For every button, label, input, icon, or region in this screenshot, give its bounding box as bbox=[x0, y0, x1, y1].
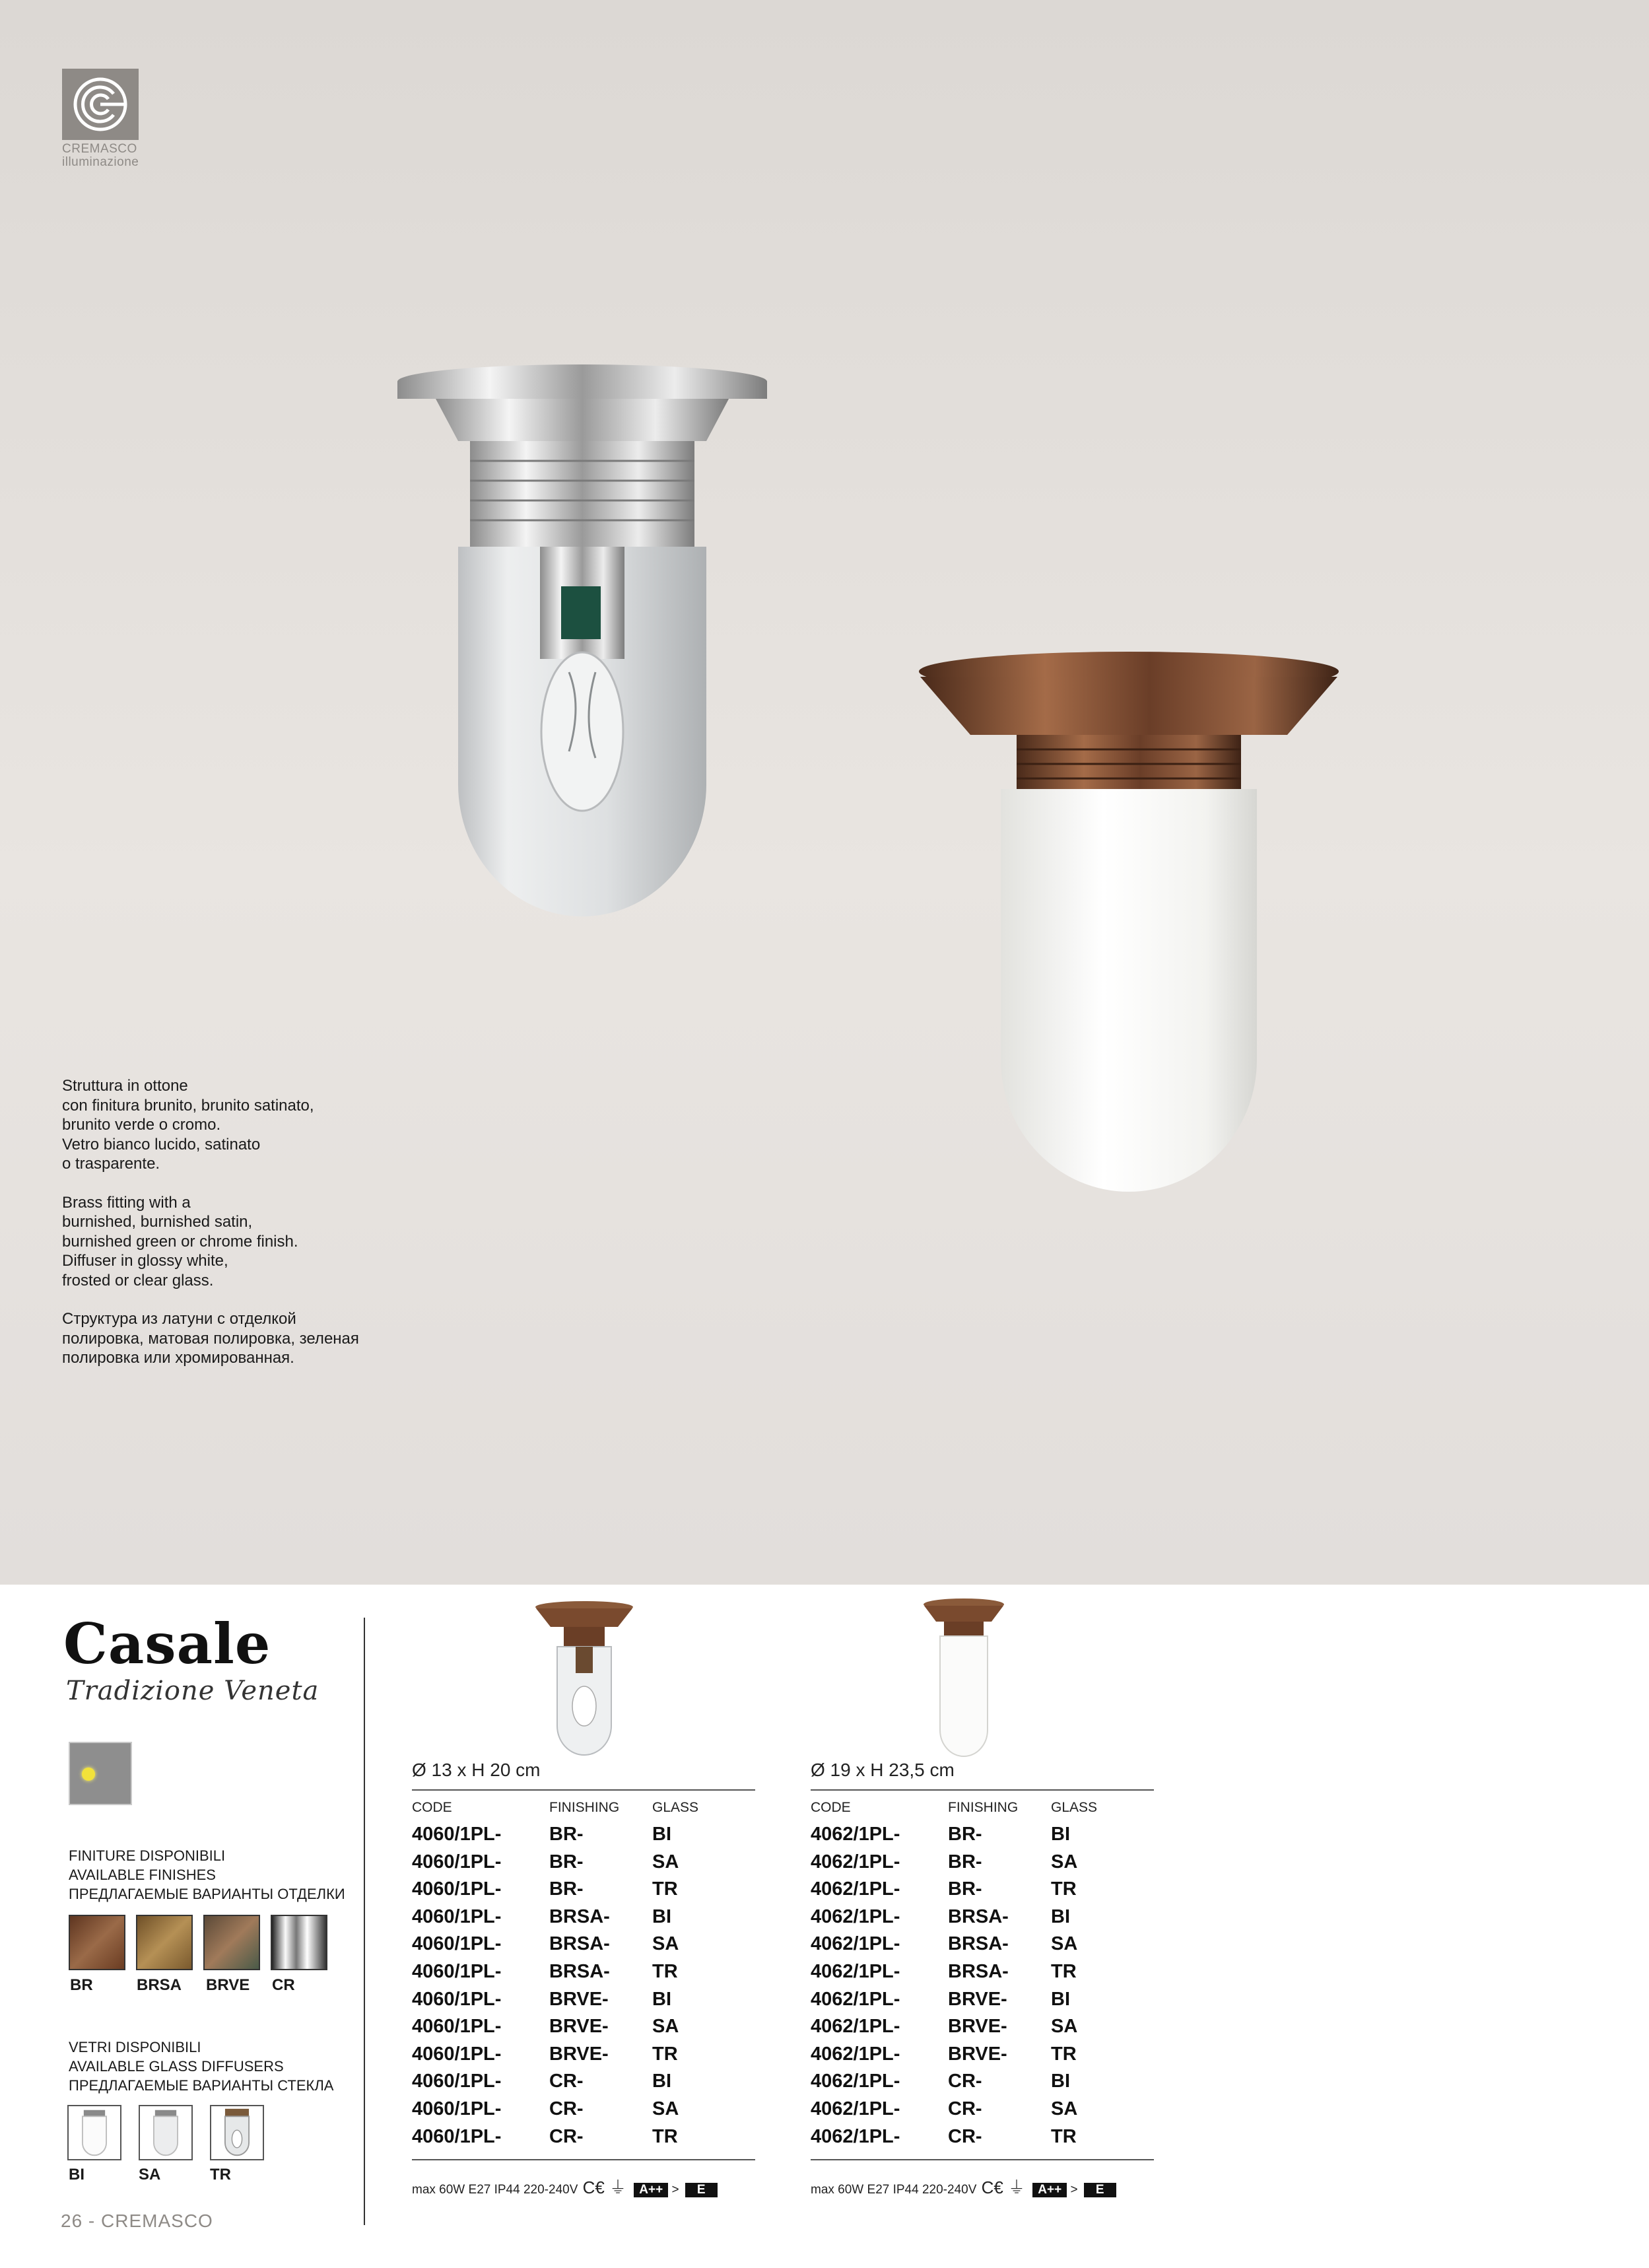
table-cell-finishing: CR- bbox=[549, 2071, 584, 2092]
table-cell-glass: SA bbox=[652, 2098, 679, 2119]
light-dot-icon bbox=[82, 1768, 95, 1781]
description-it: Struttura in ottone con finitura brunito, brunito satinato, brunito verde o cromo. Vetro bianco lucido, satinato o trasparente. bbox=[62, 1077, 314, 1173]
table-cell-glass: TR bbox=[652, 1961, 678, 1982]
spec-text: max 60W E27 IP44 220-240V bbox=[412, 2183, 578, 2197]
swatch-label-cr: CR bbox=[272, 1976, 295, 1994]
table-cell-code: 4060/1PL- bbox=[412, 1933, 502, 1955]
table-cell-code: 4062/1PL- bbox=[811, 1988, 900, 2010]
table-cell-finishing: BRVE- bbox=[948, 1988, 1007, 2010]
table-cell-finishing: BR- bbox=[948, 1824, 982, 1845]
table-cell-code: 4060/1PL- bbox=[412, 1824, 502, 1845]
table-cell-finishing: BR- bbox=[549, 1851, 584, 1873]
table-cell-glass: BI bbox=[652, 1988, 671, 2010]
table-cell-code: 4060/1PL- bbox=[412, 1851, 502, 1873]
table-cell-glass: BI bbox=[652, 2071, 671, 2092]
table-cell-finishing: BRVE- bbox=[549, 1988, 609, 2010]
spec-text: max 60W E27 IP44 220-240V bbox=[811, 2183, 977, 2197]
swatch-label-br: BR bbox=[70, 1976, 93, 1994]
table-cell-glass: BI bbox=[1051, 1824, 1070, 1845]
col-header-glass: GLASS bbox=[652, 1800, 699, 1815]
swatch-br bbox=[69, 1915, 125, 1970]
col-header-code: CODE bbox=[412, 1800, 452, 1815]
table-rule-top bbox=[811, 1789, 1154, 1791]
table-cell-code: 4062/1PL- bbox=[811, 2071, 900, 2092]
chrome-clear-lamp-image bbox=[396, 362, 768, 948]
spec-line bbox=[811, 2174, 1116, 2199]
table-cell-finishing: BRSA- bbox=[948, 1906, 1009, 1927]
dimensions: Ø 13 x H 20 cm bbox=[412, 1760, 541, 1780]
table-cell-finishing: BR- bbox=[948, 1878, 982, 1900]
description bbox=[62, 1076, 405, 1387]
table-cell-glass: SA bbox=[1051, 2098, 1078, 2119]
table-cell-finishing: BRVE- bbox=[948, 2016, 1007, 2038]
table-cell-code: 4062/1PL- bbox=[811, 2125, 900, 2147]
table-cell-glass: BI bbox=[652, 1906, 671, 1927]
table-cell-finishing: CR- bbox=[948, 2071, 982, 2092]
table-cell-glass: TR bbox=[652, 1878, 678, 1900]
table-cell-glass: SA bbox=[1051, 2016, 1078, 2038]
col-header-glass: GLASS bbox=[1051, 1800, 1098, 1815]
table-cell-finishing: BR- bbox=[948, 1851, 982, 1873]
swatch-cr bbox=[271, 1915, 327, 1970]
col-header-code: CODE bbox=[811, 1800, 851, 1815]
table-cell-code: 4062/1PL- bbox=[811, 1961, 900, 1982]
table-cell-code: 4060/1PL- bbox=[412, 1988, 502, 2010]
bronze-white-lamp-image bbox=[918, 650, 1340, 1196]
table-cell-code: 4060/1PL- bbox=[412, 1906, 502, 1927]
table-cell-finishing: BRSA- bbox=[948, 1961, 1009, 1982]
table-cell-glass: TR bbox=[1051, 2043, 1077, 2065]
swatch-label-brve: BRVE bbox=[206, 1976, 250, 1994]
energy-badge-high: A++ bbox=[634, 2183, 668, 2197]
table-cell-finishing: BR- bbox=[549, 1824, 584, 1845]
table-cell-code: 4060/1PL- bbox=[412, 2016, 502, 2038]
table-cell-code: 4062/1PL- bbox=[811, 2043, 900, 2065]
table-cell-finishing: BRSA- bbox=[549, 1961, 610, 1982]
table-cell-glass: TR bbox=[652, 2043, 678, 2065]
table-cell-glass: SA bbox=[652, 1933, 679, 1955]
table-cell-code: 4062/1PL- bbox=[811, 1851, 900, 1873]
logo-sub: illuminazione bbox=[62, 155, 139, 169]
finishes-title: FINITURE DISPONIBILI AVAILABLE FINISHES ПРЕДЛАГАЕМЫЕ ВАРИАНТЫ ОТДЕЛКИ bbox=[69, 1847, 345, 1902]
energy-badge-low: E bbox=[1084, 2183, 1116, 2197]
glass-bi-icon bbox=[67, 2105, 121, 2160]
table-cell-finishing: BRSA- bbox=[948, 1933, 1009, 1955]
table-cell-finishing: BRVE- bbox=[549, 2016, 609, 2038]
table-cell-finishing: BRVE- bbox=[948, 2043, 1007, 2065]
energy-range-separator: > bbox=[668, 2183, 683, 2197]
table-cell-finishing: CR- bbox=[948, 2098, 982, 2119]
spec-line bbox=[412, 2174, 718, 2199]
table-cell-finishing: BR- bbox=[549, 1878, 584, 1900]
description-ru: Структура из латуни с отделкой полировка, матовая полировка, зеленая полировка или хромированная. bbox=[62, 1310, 359, 1367]
table-cell-glass: SA bbox=[652, 2016, 679, 2038]
table-cell-glass: TR bbox=[1051, 1961, 1077, 1982]
table-cell-code: 4062/1PL- bbox=[811, 2098, 900, 2119]
table-cell-glass: TR bbox=[1051, 2125, 1077, 2147]
table-cell-glass: SA bbox=[652, 1851, 679, 1873]
product-4062-thumbnail bbox=[923, 1598, 1005, 1759]
table-cell-code: 4062/1PL- bbox=[811, 1906, 900, 1927]
energy-badge-low: E bbox=[685, 2183, 718, 2197]
table-cell-code: 4060/1PL- bbox=[412, 2043, 502, 2065]
col-header-finishing: FINISHING bbox=[549, 1800, 620, 1815]
swatch-brsa bbox=[136, 1915, 193, 1970]
glass-label-bi: BI bbox=[69, 2166, 84, 2183]
table-cell-code: 4060/1PL- bbox=[412, 2098, 502, 2119]
cremasco-logo-icon bbox=[62, 69, 139, 140]
glass-tr-icon bbox=[210, 2105, 264, 2160]
ce-ground-icon: C€ ⏚ bbox=[976, 2178, 1030, 2197]
energy-badge-high: A++ bbox=[1032, 2183, 1067, 2197]
col-header-finishing: FINISHING bbox=[948, 1800, 1019, 1815]
swatch-brve bbox=[203, 1915, 260, 1970]
table-cell-code: 4060/1PL- bbox=[412, 1961, 502, 1982]
energy-range-separator: > bbox=[1067, 2183, 1081, 2197]
table-cell-glass: BI bbox=[1051, 1988, 1070, 2010]
table-cell-code: 4062/1PL- bbox=[811, 1824, 900, 1845]
ce-ground-icon: C€ ⏚ bbox=[578, 2178, 632, 2197]
page-number: 26 - CREMASCO bbox=[61, 2211, 213, 2231]
table-cell-finishing: BRVE- bbox=[549, 2043, 609, 2065]
table-cell-code: 4062/1PL- bbox=[811, 2016, 900, 2038]
logo-text bbox=[62, 143, 139, 169]
table-cell-code: 4060/1PL- bbox=[412, 2071, 502, 2092]
table-cell-glass: SA bbox=[1051, 1933, 1078, 1955]
description-en: Brass fitting with a burnished, burnished satin, burnished green or chrome finish. Diffuser in glossy white, frosted or clear glass. bbox=[62, 1193, 298, 1289]
table-cell-glass: BI bbox=[652, 1824, 671, 1845]
glass-label-tr: TR bbox=[210, 2166, 231, 2183]
glasses-title: VETRI DISPONIBILI AVAILABLE GLASS DIFFUSERS ПРЕДЛАГАЕМЫЕ ВАРИАНТЫ СТЕКЛА bbox=[69, 2039, 334, 2094]
table-cell-glass: BI bbox=[1051, 2071, 1070, 2092]
divider-line bbox=[364, 1618, 365, 2225]
table-rule-top bbox=[412, 1789, 755, 1791]
glass-label-sa: SA bbox=[139, 2166, 161, 2183]
table-cell-finishing: CR- bbox=[948, 2125, 982, 2147]
ceiling-type-icon bbox=[69, 1742, 132, 1805]
product-4060-thumbnail bbox=[535, 1600, 634, 1756]
collection-subtitle: Tradizione Veneta bbox=[66, 1676, 320, 1706]
collection-name: Casale bbox=[63, 1611, 271, 1676]
table-rule-bottom bbox=[811, 2159, 1154, 2160]
glass-sa-icon bbox=[139, 2105, 193, 2160]
logo-brand: CREMASCO bbox=[62, 142, 137, 156]
table-cell-code: 4060/1PL- bbox=[412, 2125, 502, 2147]
table-rule-bottom bbox=[412, 2159, 755, 2160]
table-cell-code: 4060/1PL- bbox=[412, 1878, 502, 1900]
table-cell-finishing: BRSA- bbox=[549, 1906, 610, 1927]
table-cell-finishing: CR- bbox=[549, 2125, 584, 2147]
table-cell-code: 4062/1PL- bbox=[811, 1878, 900, 1900]
table-cell-glass: BI bbox=[1051, 1906, 1070, 1927]
table-cell-code: 4062/1PL- bbox=[811, 1933, 900, 1955]
swatch-label-brsa: BRSA bbox=[137, 1976, 182, 1994]
table-cell-finishing: CR- bbox=[549, 2098, 584, 2119]
table-cell-glass: SA bbox=[1051, 1851, 1078, 1873]
dimensions: Ø 19 x H 23,5 cm bbox=[811, 1760, 955, 1780]
table-cell-glass: TR bbox=[1051, 1878, 1077, 1900]
table-cell-glass: TR bbox=[652, 2125, 678, 2147]
table-cell-finishing: BRSA- bbox=[549, 1933, 610, 1955]
